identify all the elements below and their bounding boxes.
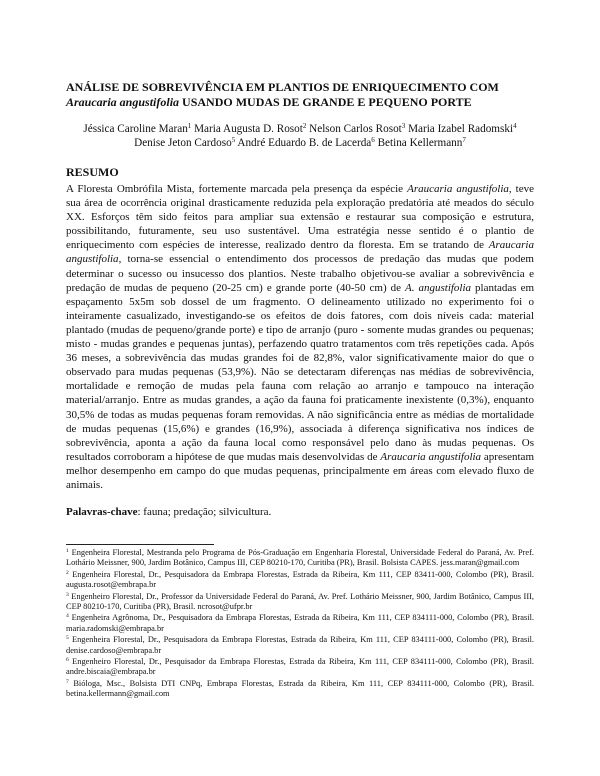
title-text-part1: ANÁLISE DE SOBREVIVÊNCIA EM PLANTIOS DE ENRIQUECIMENTO COM [66,80,499,94]
author-name: Maria Augusta D. Rosot [194,123,303,135]
footnote-mark: 5 [66,635,69,642]
author-affiliation-mark: 1 [187,122,192,130]
abstract-species-name: Araucaria angustifolia [407,183,509,195]
footnote-mark: 4 [66,613,69,620]
abstract-species-name: Araucaria angustifolia [66,239,534,266]
footnote-item [66,548,534,569]
footnote-item [66,613,534,634]
author-name: Maria Izabel Radomski [408,123,514,135]
footnote-item [66,679,534,700]
footnote-separator [66,544,214,545]
footnote-item [66,570,534,591]
title-text-part2: USANDO MUDAS DE GRANDE E PEQUENO PORTE [179,95,472,109]
footnote-text: Bióloga, Msc., Bolsista DTI CNPq, Embrapa Florestas, Estrada da Ribeira, Km 111, CEP 834111-000, Colombo (PR), Brasil. betina.kellermann@gmail.com [66,678,534,699]
abstract-body [66,182,534,492]
footnote-mark: 6 [66,657,69,664]
abstract-text: apresentam melhor desempenho em campo do que mudas pequenas, principalmente em áreas com elevado fluxo de animais. [66,450,534,491]
author-affiliation-mark: 2 [302,122,307,130]
paper-title [66,80,534,110]
footnote-text: Engenheira Florestal, Mestranda pelo Programa de Pós-Graduação em Engenharia Florestal, Universidade Federal do Paraná, Av. Pref. Lothário Meissner, 900, Jardim Botânico, Campus III, CEP 80210-170, Curitiba (PR), Brasil. Bolsista CAPES. jess.maran@gmail.com [66,548,534,568]
abstract-text: , teve sua área de ocorrência original drasticamente reduzida pela exploração predatória até meados do século XX. Esforços têm sido feitos para ampliar sua extensão e restaurar sua composição e estrutura, possibilitando, futuramente, seu uso sustentável. Uma estratégia nesse sentido é o plantio de enriquecimento com espécies de interesse, realizado dentro da floresta. Em se tratando de [66,183,535,252]
footnote-item [66,592,534,613]
author-affiliation-mark: 7 [462,136,466,144]
footnote-item [66,635,534,656]
footnote-mark: 3 [66,591,69,598]
author-name: André Eduardo B. de Lacerda [237,137,372,149]
abstract-heading: RESUMO [66,165,119,179]
title-species-name: Araucaria angustifolia [66,95,180,109]
abstract-text: A Floresta Ombrófila Mista, fortemente marcada pela presença da espécie [66,183,408,195]
footnote-item [66,657,534,678]
footnote-mark: 2 [66,569,69,576]
author-name: Betina Kellermann [377,137,463,149]
author-name: Nelson Carlos Rosot [309,123,402,135]
footnotes-list [66,548,534,701]
footnote-mark: 7 [66,678,69,685]
footnote-text: Engenheiro Florestal, Dr., Professor da Universidade Federal do Paraná, Av. Pref. Lothário Meissner, 900, Jardim Botânico, Campus III, CEP 80210-170, Curitiba (PR), Brasil. ncrosot@ufpr.br [66,591,534,612]
author-affiliation-mark: 3 [401,122,406,130]
keywords-line [66,505,534,519]
keywords-text: : fauna; predação; silvicultura. [137,506,272,518]
footnote-text: Engenheira Florestal, Dr., Pesquisadora da Embrapa Florestas, Estrada da Ribeira, Km 111, CEP 834111-000, Colombo (PR), Brasil. denise.cardoso@embrapa.br [66,635,534,655]
author-name: Jéssica Caroline Maran [83,123,188,135]
footnote-mark: 1 [66,548,69,554]
footnote-text: Engenheira Florestal, Dr., Pesquisadora da Embrapa Florestas, Estrada da Ribeira, Km 111, CEP 83411-000, Colombo (PR), Brasil. augusta.rosot@embrapa.br [66,569,534,590]
author-name: Denise Jeton Cardoso [134,137,232,149]
author-affiliation-mark: 6 [371,136,375,144]
abstract-species-name: A. angustifolia [405,281,472,294]
footnote-text: Engenheira Agrônoma, Dr., Pesquisadora da Embrapa Florestas, Estrada da Ribeira, Km 111, CEP 834111-000, Colombo (PR), Brasil. maria.radomski@embrapa.br [66,613,534,633]
abstract-species-name: Araucaria angustifolia [380,450,482,463]
author-list [66,122,534,150]
keywords-label: Palavras-chave [66,506,138,518]
author-affiliation-mark: 4 [513,122,517,130]
abstract-text: plantadas em espaçamento 5x5m sob dossel de um fragmento. O delineamento utilizado no experimento foi o inteiramente casualizado, investigando-se os efeitos de dois fatores, com dois níveis cada: material plantado (mudas de pequeno/grande porte) e tipo de arranjo (puro - somente mudas grandes ou pequenas; misto - mudas grandes e pequenas juntas), perfazendo quatro tratamentos com três repetições cada. Após 36 meses, a sobrevivência das mudas grandes foi de 82,8%, valor significativamente maior do que o observado para mudas pequenas (53,9%). Não se detectaram diferenças nas médias de sobrevivência, mortalidade e remoção de mudas pela fauna com relação ao arranjo e tampouco na interação material/arranjo. Entre as mudas grandes, a ação da fauna foi praticamente inexistente (0,3%), enquanto 30,5% de todas as mudas pequenas foram removidas. A não significância entre as médias de mortalidade de mudas pequenas (15,6%) e grandes (16,9%), associada à diferença significativa nos índices de sobrevivência, aponta a ação da fauna local como responsável pelo dano às mudas pequenas. Os resultados corroboram a hipótese de que mudas mais desenvolvidas de [66,281,535,463]
abstract-text: , torna-se essencial o entendimento dos processos de predação das mudas que podem determinar o sucesso ou insucesso dos plantios. Neste trabalho objetivou-se avaliar a sobrevivência e predação de mudas de pequeno (20-25 cm) e grande porte (40-50 cm) de [66,253,534,294]
footnote-text: Engenheiro Florestal, Dr., Pesquisador da Embrapa Florestas, Estrada da Ribeira, Km 111, CEP 834111-000, Colombo (PR), Brasil. andre.biscaia@embrapa.br [66,657,534,677]
author-affiliation-mark: 5 [231,136,236,144]
